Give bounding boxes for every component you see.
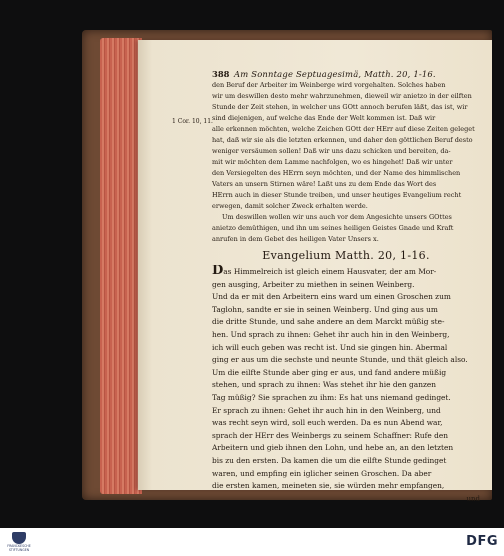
gospel-line: Tag müßig? Sie sprachen zu ihm: Es hat uns niemand gedinget. (212, 392, 451, 402)
gospel-line: sprach der HErr des Weinbergs zu seinem Schaffner: Rufe den (212, 430, 448, 440)
gospel-line: waren, und empfing ein iglicher seinen Groschen. Da aber (212, 468, 432, 478)
viewer-footer (0, 528, 504, 556)
text-line: HErrn auch in dieser Stunde treiben, und unser heutiges Evangelium recht (212, 191, 462, 199)
gospel-line: Er sprach zu ihnen: Gehet ihr auch hin in den Weinberg, und (212, 405, 441, 415)
page-text (212, 68, 480, 505)
dfg-logo: DFG (466, 534, 498, 549)
paragraph-1 (212, 80, 480, 212)
logo-caption: FRANCKESCHE STIFTUNGEN (7, 544, 31, 552)
gospel-line: stehen, und sprach zu ihnen: Was stehet ihr hie den ganzen (212, 380, 436, 390)
text-line: wir um deswillen desto mehr wahrzunehmen, dieweil wir anietzo in der eilften (212, 92, 472, 100)
text-line: Um deswillen wollen wir uns auch vor dem Angesichte unsers GOttes (222, 213, 452, 221)
gospel-heading: Evangelium Matth. 20, 1-16. (262, 249, 430, 262)
margin-reference: 1 Cor. 10, 11. (172, 118, 213, 125)
running-header (212, 68, 480, 80)
gospel-line: was recht seyn wird, soll euch werden. Da es nun Abend war, (212, 418, 443, 428)
text-line: hat, daß wir sie als die letzten erkennen, und daher den göttlichen Beruf desto (212, 136, 473, 144)
text-line: den Beruf der Arbeiter im Weinberge wird vorgehalten. Solches haben (212, 81, 446, 89)
franckesche-stiftungen-logo (4, 528, 34, 556)
page-number: 388 (212, 69, 230, 79)
catchword: und (466, 494, 480, 503)
gospel-line: Taglohn, sandte er sie in seinen Weinberg. Und ging aus um (212, 304, 438, 314)
running-title: Am Sonntage Septuagesimä, Matth. 20, 1-16. (234, 69, 436, 79)
crest-icon (12, 532, 26, 544)
text-line: anietzo demüthigen, und ihn um seines heiligen Geistes Gnade und Kraft (212, 224, 454, 232)
gospel-line: ich will euch geben was recht ist. Und sie gingen hin. Abermal (212, 342, 448, 352)
text-line: alle erkennen möchten, welche Zeichen GOtt der HErr auf diese Zeiten geleget (212, 125, 475, 133)
gospel-line: Und da er mit den Arbeitern eins ward um einen Groschen zum (212, 292, 451, 302)
gospel-line: die dritte Stunde, und sahe andere an dem Marckt müßig ste- (212, 317, 445, 327)
text-line: den Versiegelten des HErrn seyn möchten, und der Name des himmlischen (212, 169, 461, 177)
gospel-line: Das Himmelreich ist gleich einem Hausvater, der am Mor- (212, 265, 437, 278)
gospel-line: gen ausging, Arbeiter zu miethen in seinen Weinberg. (212, 279, 415, 289)
text-line: anrufen in dem Gebet des heiligen Vater Unsers x. (212, 235, 379, 243)
text-line: weniger versäumen sollen! Daß wir uns dazu schicken und bereiten, da- (212, 147, 451, 155)
text-line: mit wir möchten dem Lamme nachfolgen, wo es hingehet! Daß wir unter (212, 158, 453, 166)
gospel-line: Arbeitern und gieb ihnen den Lohn, und hebe an, an den letzten (212, 443, 454, 453)
gospel-line: hen. Und sprach zu ihnen: Gehet ihr auch hin in den Weinberg, (212, 329, 450, 339)
gospel-text (212, 265, 480, 505)
text-line: Stunde der Zeit stehen, in welcher uns GOtt annoch berufen läßt, das ist, wir (212, 103, 468, 111)
gospel-line: ging er aus um die sechste und neunte Stunde, und thät gleich also. (212, 355, 468, 365)
text-line: Vaters an unsern Stirnen wäre! Laßt uns zu dem Ende das Wort des (212, 180, 437, 188)
gospel-line: die ersten kamen, meineten sie, sie würden mehr empfangen, (212, 481, 445, 491)
text-line: erwegen, damit solcher Zweck erhalten werde. (212, 202, 368, 210)
gospel-line: Um die eilfte Stunde aber ging er aus, und fand andere müßig (212, 367, 447, 377)
gospel-line: bis zu den ersten. Da kamen die um die eilfte Stunde gedinget (212, 455, 447, 465)
text-line: sind diejenigen, auf welche das Ende der Welt kommen ist. Daß wir (212, 114, 436, 122)
paragraph-2 (212, 212, 480, 245)
page-edges (100, 38, 142, 494)
